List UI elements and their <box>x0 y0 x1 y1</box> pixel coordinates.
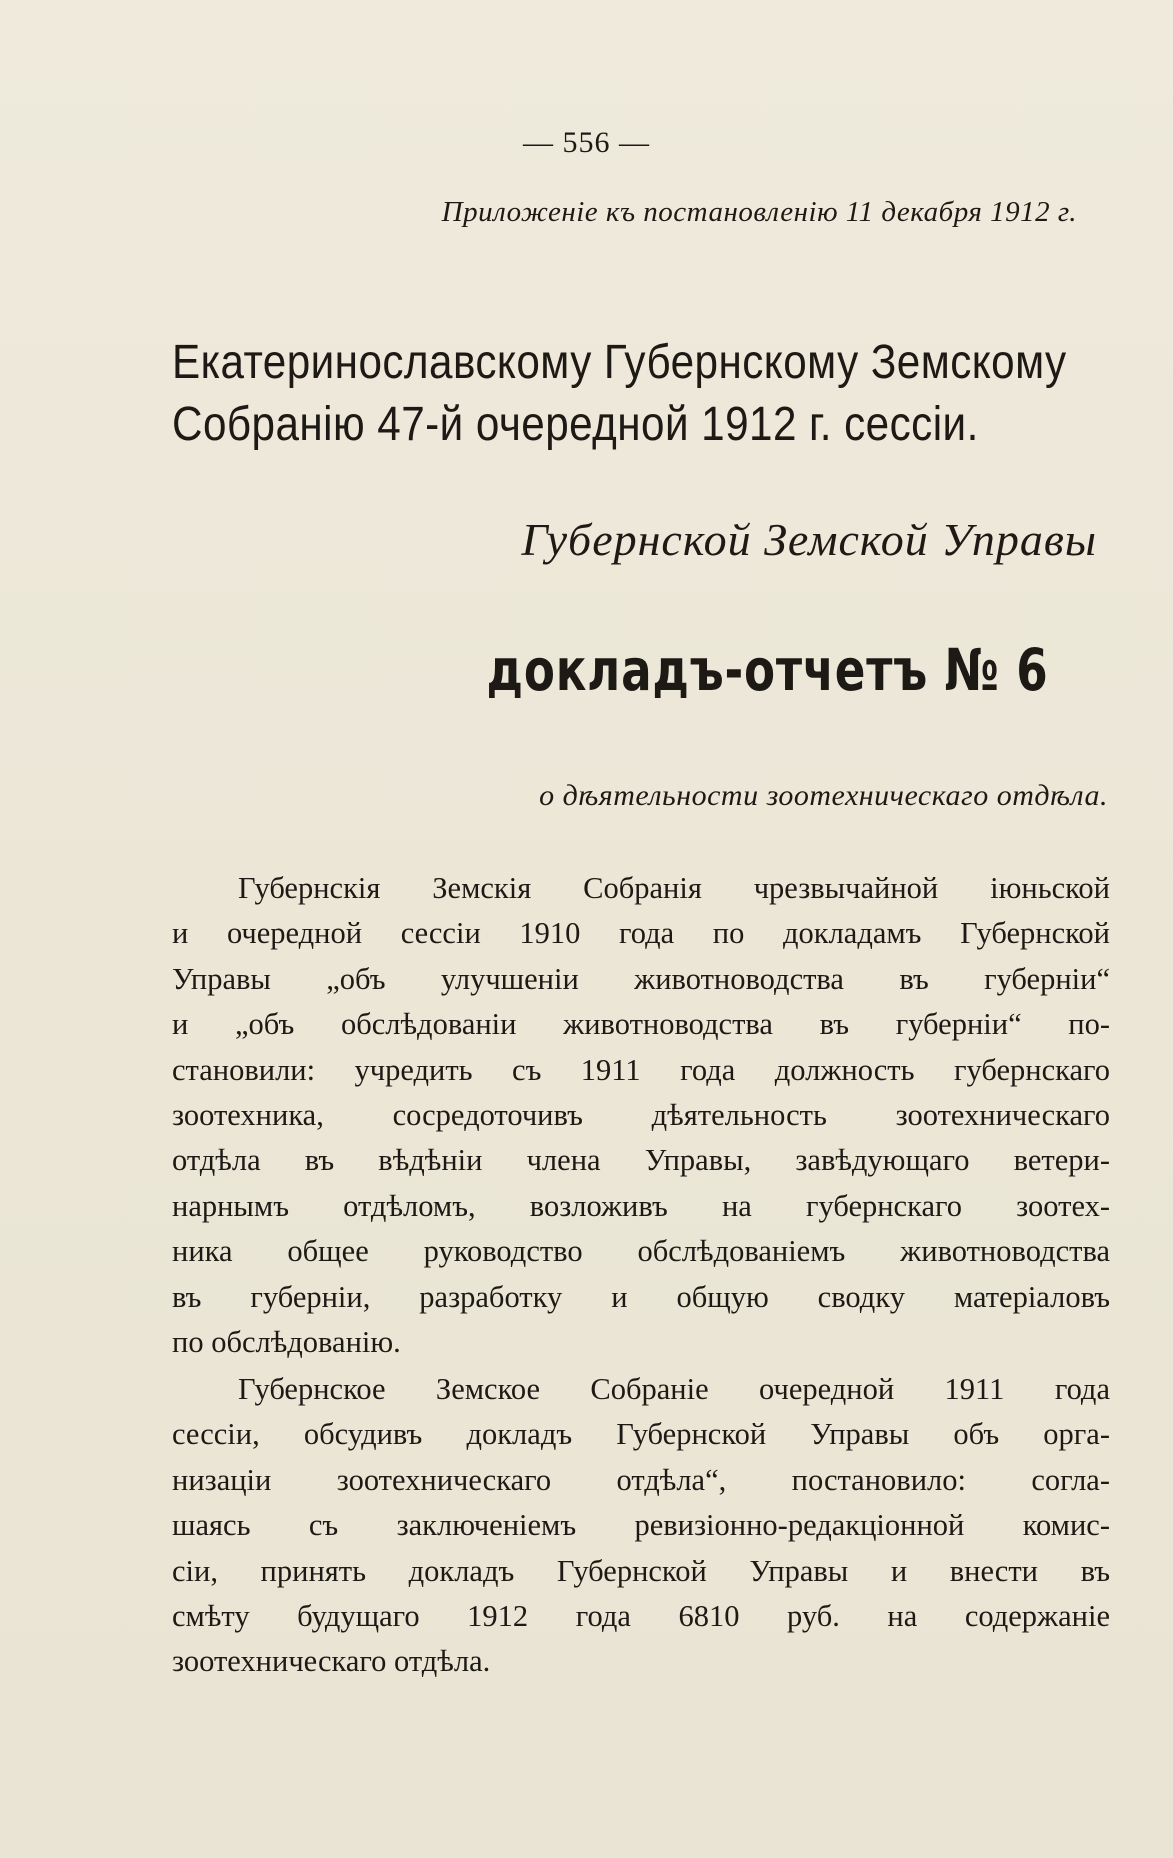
text-line: низаціи зоотехническаго отдѣла“, постановило: согла- <box>172 1462 1110 1497</box>
body-paragraph-2 <box>172 1367 1110 1685</box>
text-line: въ губерніи, разработку и общую сводку матеріаловъ <box>172 1279 1110 1314</box>
page-number: — 556 — <box>523 126 650 159</box>
text-line: шаясь съ заключеніемъ ревизіонно-редакціонной комис- <box>172 1508 1110 1543</box>
text-line: смѣту будущаго 1912 года 6810 руб. на содержаніе <box>172 1599 1110 1634</box>
addressee-line: Екатеринославскому Губернскому Земскому <box>172 336 1067 389</box>
text-line: Губернскія Земскія Собранія чрезвычайной іюньской <box>238 871 1110 905</box>
text-line: отдѣла въ вѣдѣніи члена Управы, завѣдующаго ветери- <box>172 1143 1110 1178</box>
text-line: зоотехническаго отдѣла. <box>172 1644 491 1679</box>
text-line: зоотехника, сосредоточивъ дѣятельность зоотехническаго <box>172 1098 1110 1133</box>
appendix-note: Приложеніе къ постановленію 11 декабря 1912 г. <box>441 196 1077 228</box>
body-paragraph-1 <box>172 866 1110 1365</box>
text-line: Управы „объ улучшеніи животноводства въ губерніи“ <box>172 961 1110 996</box>
addressee-heading <box>172 332 1067 456</box>
text-line: по обслѣдованію. <box>172 1325 401 1360</box>
text-line: ника общее руководство обслѣдованіемъ животноводства <box>172 1234 1110 1269</box>
text-line: Губернское Земское Собраніе очередной 1911 года <box>238 1372 1110 1406</box>
text-line: сіи, принять докладъ Губернской Управы и внести въ <box>172 1553 1110 1588</box>
report-subject: о дѣятельности зоотехническаго отдѣла. <box>539 779 1108 812</box>
report-title: докладъ-отчетъ № 6 <box>486 636 1049 704</box>
text-line: становили: учредить съ 1911 года должность губернскаго <box>172 1052 1110 1087</box>
text-line: нарнымъ отдѣломъ, возложивъ на губернскаго зоотех- <box>172 1188 1110 1223</box>
addressee-line: Собранію 47-й очередной 1912 г. сессіи. <box>172 398 979 451</box>
text-line: и очередной сессіи 1910 года по докладамъ Губернской <box>172 916 1110 951</box>
issuing-authority: Губернской Земской Управы <box>521 514 1097 565</box>
text-line: и „объ обслѣдованіи животноводства въ губерніи“ по- <box>172 1007 1110 1042</box>
text-line: сессіи, обсудивъ докладъ Губернской Управы объ орга- <box>172 1417 1110 1452</box>
